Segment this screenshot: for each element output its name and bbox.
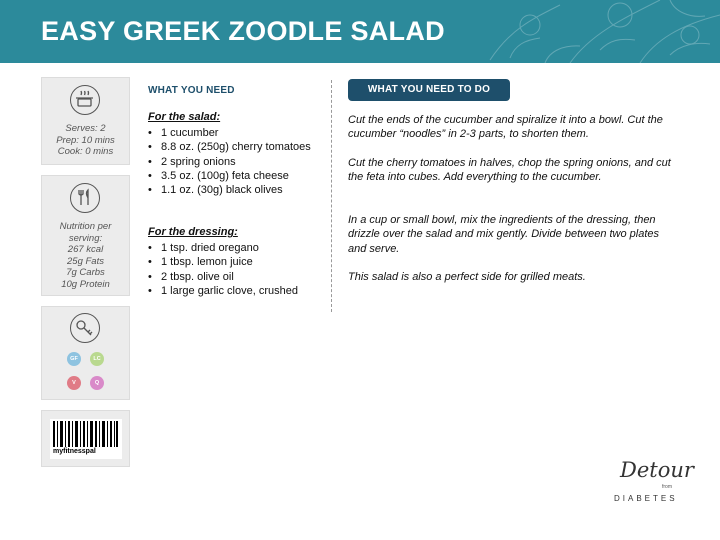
salad-subheading: For the salad: (148, 111, 221, 123)
method-heading-pill: WHAT YOU NEED TO DO (348, 79, 510, 101)
cutlery-icon (70, 183, 100, 213)
carbs-value: 7g Carbs (66, 267, 105, 278)
logo-word-diabetes: DIABETES (614, 494, 678, 503)
low-carb-badge: LC (90, 352, 104, 366)
prep-time-line: Prep: 10 mins (56, 134, 115, 146)
logo-word-detour: Detour (620, 458, 694, 482)
servings-line: Serves: 2 (65, 123, 106, 134)
diet-key-card (41, 306, 130, 400)
ingredient-item: • 1 cucumber (148, 126, 328, 140)
quick-badge: Q (90, 376, 104, 390)
ingredient-item: • 2 spring onions (148, 155, 328, 169)
detour-from-diabetes-logo (606, 456, 696, 516)
method-step-1: Cut the ends of the cucumber and spiralize it into a bowl. Cut the cucumber “noodles” in 2-3 parts, to shorten them. (348, 114, 663, 141)
myfitnesspal-card[interactable] (41, 410, 130, 467)
method-step-4: This salad is also a perfect side for grilled meats. (348, 271, 586, 283)
ingredient-item: • 1 tbsp. lemon juice (148, 255, 328, 269)
dressing-subheading: For the dressing: (148, 226, 238, 238)
pot-icon (70, 85, 100, 115)
protein-value: 10g Protein (61, 278, 110, 290)
fats-value: 25g Fats (67, 255, 104, 267)
ingredient-item: • 1 tsp. dried oregano (148, 241, 328, 255)
barcode-icon[interactable] (50, 419, 122, 459)
ingredient-item: • 8.8 oz. (250g) cherry tomatoes (148, 140, 328, 154)
vegetarian-badge: V (67, 376, 81, 390)
ingredients-heading: WHAT YOU NEED (148, 85, 235, 96)
method-step-3: In a cup or small bowl, mix the ingredients of the dressing, then drizzle over the salad and mix gently. Divide between two plates and serve. (348, 214, 660, 255)
nutrition-card (41, 175, 130, 296)
logo-word-from: from (662, 484, 672, 490)
nutrition-label: Nutrition per (59, 221, 112, 232)
ingredient-item: • 1 large garlic clove, crushed (148, 284, 328, 298)
key-icon (70, 313, 100, 343)
myfitnesspal-label: myfitnesspal (53, 448, 96, 455)
ingredient-item: • 2 tbsp. olive oil (148, 270, 328, 284)
column-divider (331, 80, 332, 312)
nutrition-text (42, 221, 129, 290)
gluten-free-badge: GF (67, 352, 81, 366)
cook-time-line: Cook: 0 mins (57, 146, 114, 157)
ingredient-item: • 1.1 oz. (30g) black olives (148, 183, 328, 197)
serving-info-card (41, 77, 130, 165)
leaf-pattern-decoration (470, 0, 720, 63)
nutrition-label-2: serving: (68, 232, 103, 244)
header-banner (0, 0, 720, 63)
salad-ingredient-list (148, 126, 328, 197)
calories-value: 267 kcal (67, 244, 104, 255)
dressing-ingredient-list (148, 241, 328, 298)
method-step-2: Cut the cherry tomatoes in halves, chop the spring onions, and cut the feta into cubes. Add everything to the cucumber. (348, 157, 671, 184)
serving-info-text (42, 123, 129, 158)
ingredient-item: • 3.5 oz. (100g) feta cheese (148, 169, 328, 183)
page-title: EASY GREEK ZOODLE SALAD (41, 16, 445, 46)
